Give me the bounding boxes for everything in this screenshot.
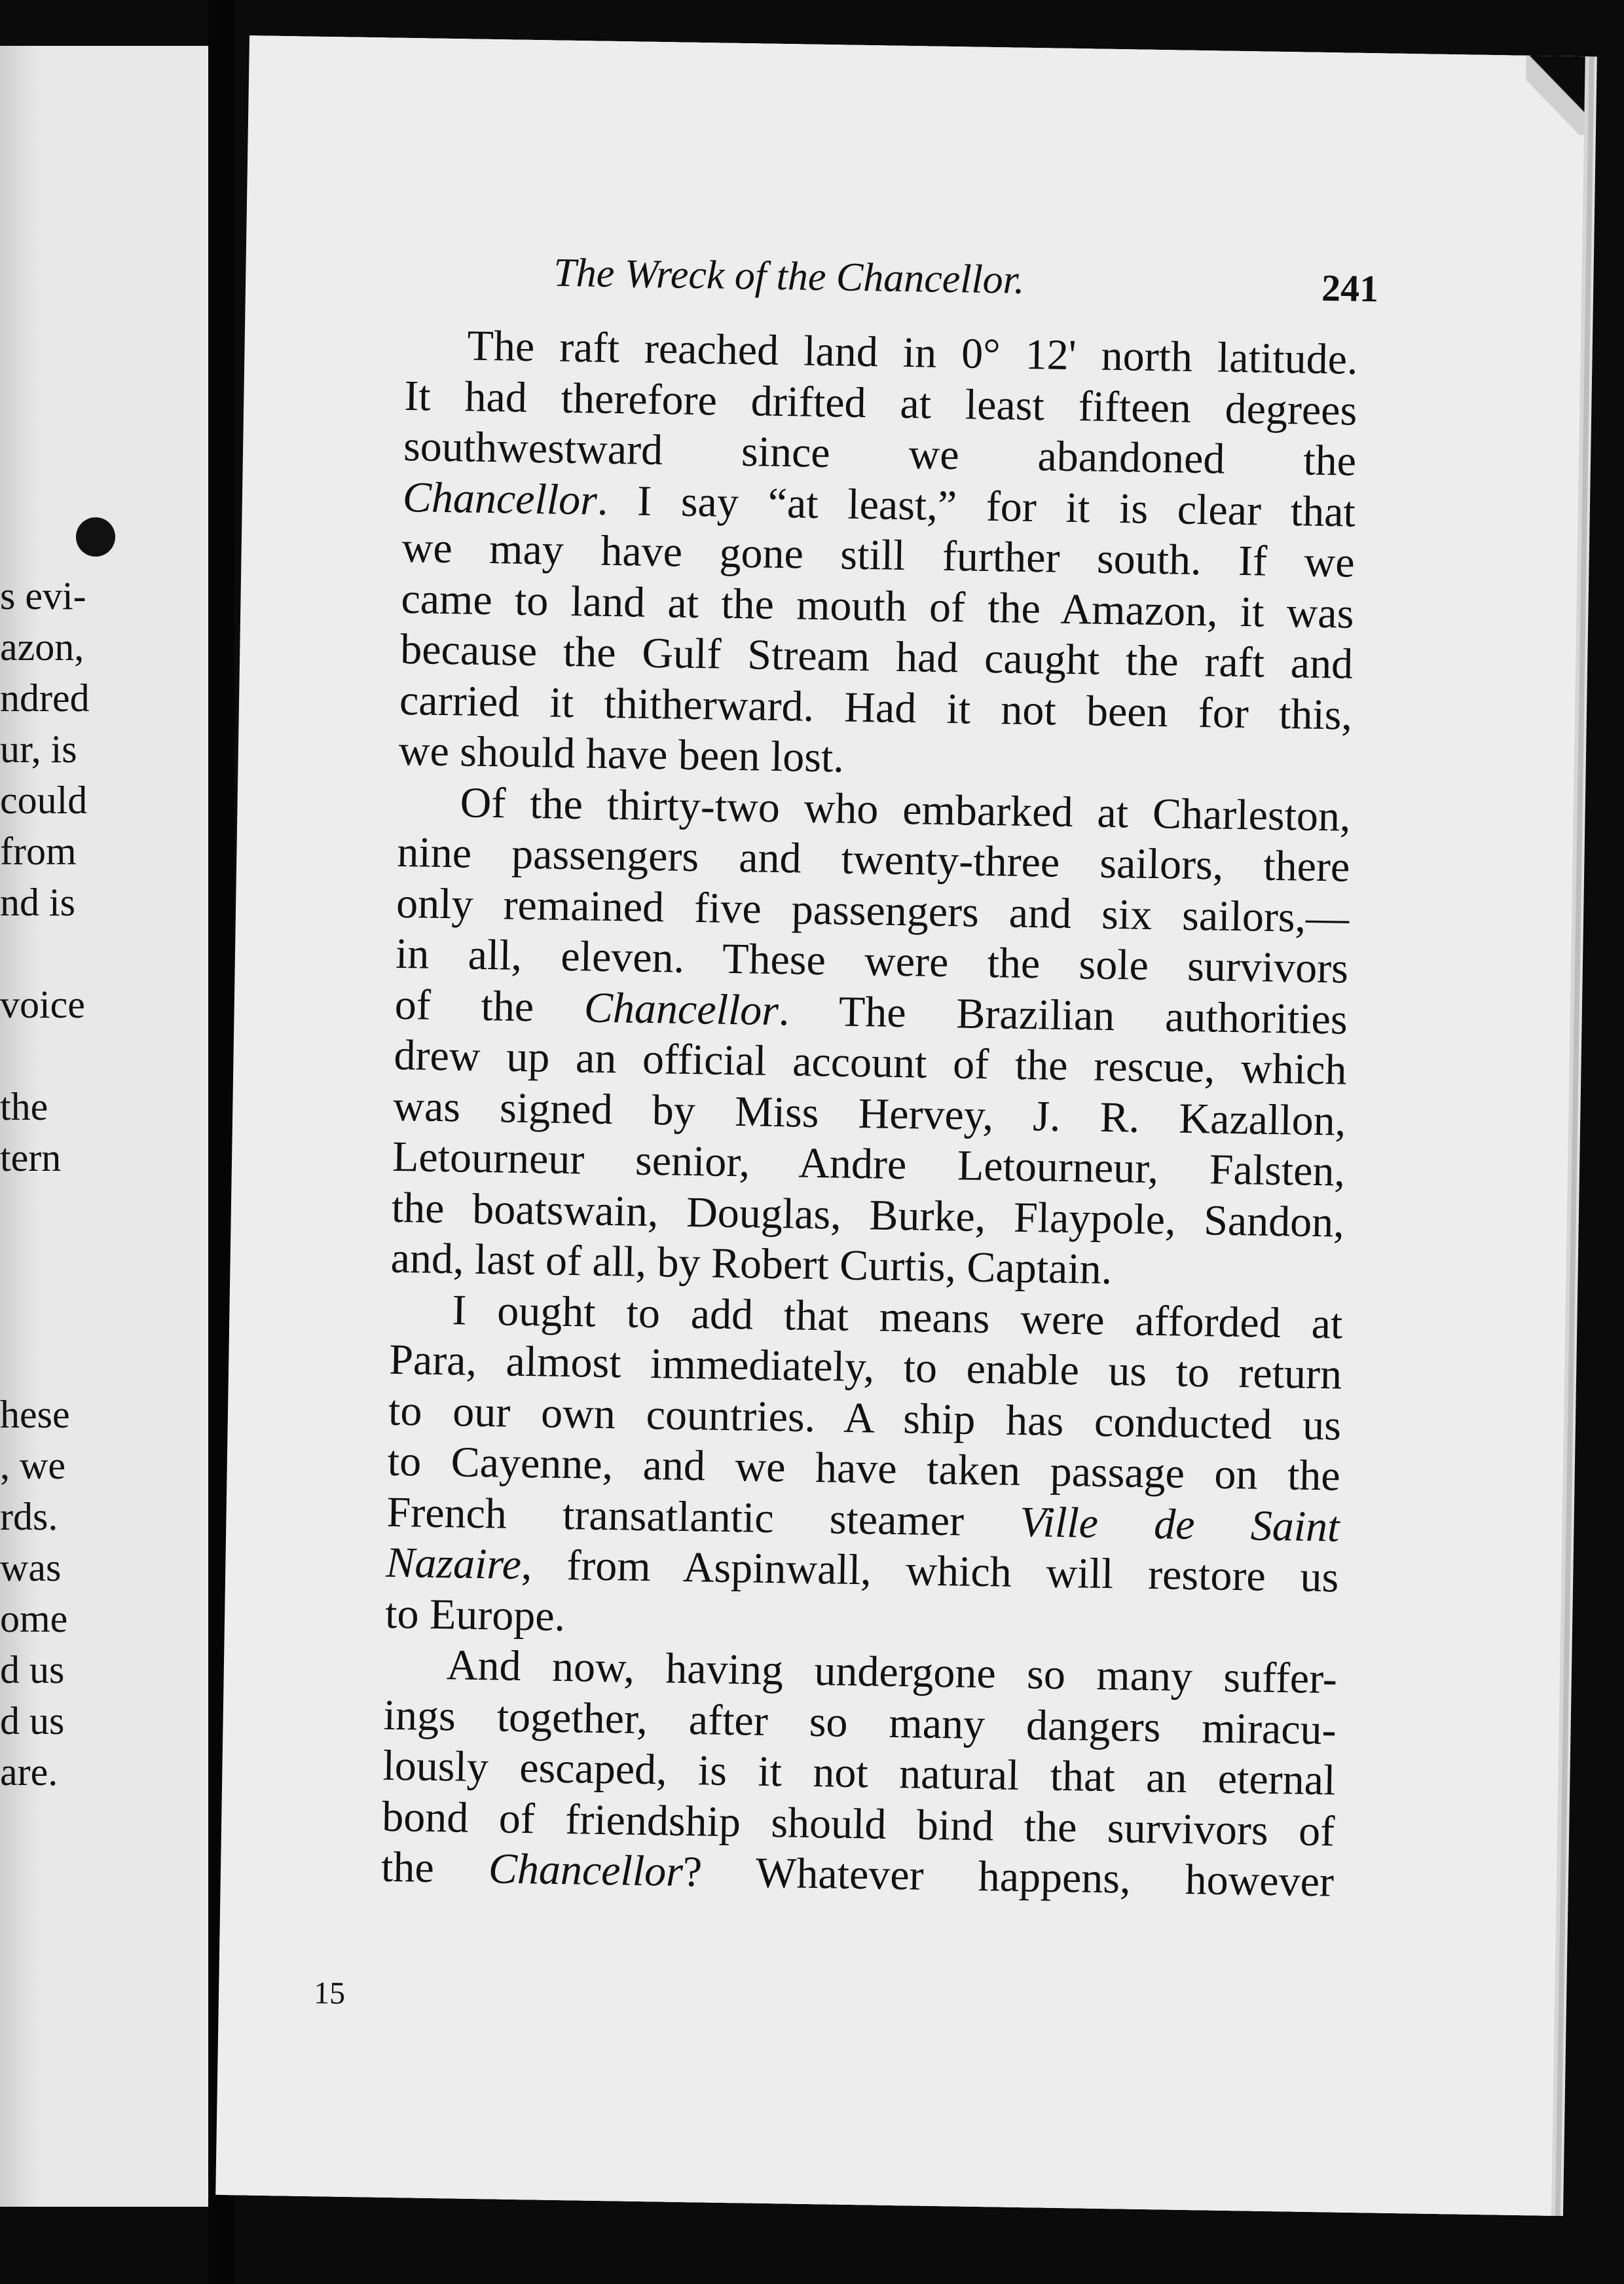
previous-page-line: azon, xyxy=(0,625,84,669)
previous-page-text xyxy=(0,46,208,2207)
previous-page-line: the xyxy=(0,1085,48,1128)
text-line: nine passengers and twenty-three sailors, there xyxy=(396,828,1350,891)
text-line: and, last of all, by Robert Curtis, Captain. xyxy=(390,1234,1113,1294)
previous-page-line: could xyxy=(0,779,88,822)
page-header xyxy=(553,250,1379,322)
text-line: Nazaire, from Aspinwall, which will restore us xyxy=(385,1538,1339,1602)
paragraph xyxy=(336,318,1358,791)
text-line: bond of friendship should bind the survivors of xyxy=(381,1792,1335,1856)
text-line: drew up an official account of the rescue, which xyxy=(394,1031,1347,1094)
text-line: Para, almost immediately, to enable us to return xyxy=(388,1335,1342,1399)
text-line: And now, having undergone so many suffer- xyxy=(446,1641,1338,1703)
text-line: French transatlantic steamer Ville de Saint xyxy=(386,1488,1340,1551)
paragraph xyxy=(328,775,1351,1299)
previous-page-line: tern xyxy=(0,1136,62,1179)
text-line: because the Gulf Stream had caught the raft and xyxy=(399,625,1354,688)
folded-corner xyxy=(1525,56,1585,135)
text-line: carried it thitherward. Had it not been for this, xyxy=(399,676,1353,739)
previous-page-line: rds. xyxy=(0,1495,58,1538)
previous-page-line: s evi- xyxy=(0,574,86,617)
text-line: lously escaped, is it not natural that an eternal xyxy=(382,1741,1336,1805)
text-line: It had therefore drifted at least fifteen degrees xyxy=(403,371,1357,435)
text-line: I ought to add that means were afforded at xyxy=(451,1285,1343,1348)
previous-page-line: d us xyxy=(0,1699,65,1742)
text-line: we should have been lost. xyxy=(398,726,845,782)
text-line: only remained five passengers and six sailors,— xyxy=(396,879,1350,942)
text-line: Letourneur senior, Andre Letourneur, Falsten, xyxy=(392,1132,1346,1196)
previous-page-line: from xyxy=(0,830,77,873)
text-line: we may have gone still further south. If we xyxy=(401,523,1356,587)
text-line: southwestward since we abandoned the xyxy=(403,422,1357,485)
paragraph xyxy=(319,1638,1338,1907)
previous-page-line: was xyxy=(0,1546,62,1589)
previous-page-line: are. xyxy=(0,1750,58,1794)
paragraph xyxy=(323,1283,1343,1654)
previous-page-line: d us xyxy=(0,1648,65,1691)
text-line: of the Chancellor. The Brazilian authorities xyxy=(394,980,1348,1044)
text-line: to Cayenne, and we have taken passage on the xyxy=(387,1437,1341,1500)
text-line: to Europe. xyxy=(384,1589,566,1640)
previous-page-line: voice xyxy=(0,983,85,1026)
text-line: ings together, after so many dangers miracu- xyxy=(383,1691,1337,1754)
page-number: 241 xyxy=(1321,266,1379,310)
text-line: The raft reached land in 0° 12' north latitude. xyxy=(467,322,1359,384)
signature-mark: 15 xyxy=(313,1976,346,2011)
text-line: Of the thirty-two who embarked at Charleston, xyxy=(460,778,1352,841)
book-page xyxy=(215,35,1585,2216)
text-line: was signed by Miss Hervey, J. R. Kazallon, xyxy=(392,1082,1346,1145)
text-line: the boatswain, Douglas, Burke, Flaypole, Sandon, xyxy=(391,1183,1345,1247)
text-line: to our own countries. A ship has conducted us xyxy=(388,1386,1342,1450)
text-line: in all, eleven. These were the sole survivors xyxy=(395,929,1349,993)
body-text xyxy=(319,318,1359,1907)
previous-page-edge xyxy=(0,46,208,2207)
running-title: The Wreck of the Chancellor. xyxy=(553,250,1025,303)
previous-page-line: ur, is xyxy=(0,728,77,771)
text-line: Chancellor. I say “at least,” for it is clear that xyxy=(402,473,1356,536)
text-line: the Chancellor? Whatever happens, however xyxy=(380,1843,1335,1906)
previous-page-line: hese xyxy=(0,1393,70,1436)
previous-page-line: nd is xyxy=(0,881,76,924)
previous-page-line: ome xyxy=(0,1597,68,1640)
previous-page-line: ndred xyxy=(0,676,90,720)
text-line: came to land at the mouth of the Amazon, it was xyxy=(400,574,1354,638)
previous-page-line: , we xyxy=(0,1444,65,1487)
